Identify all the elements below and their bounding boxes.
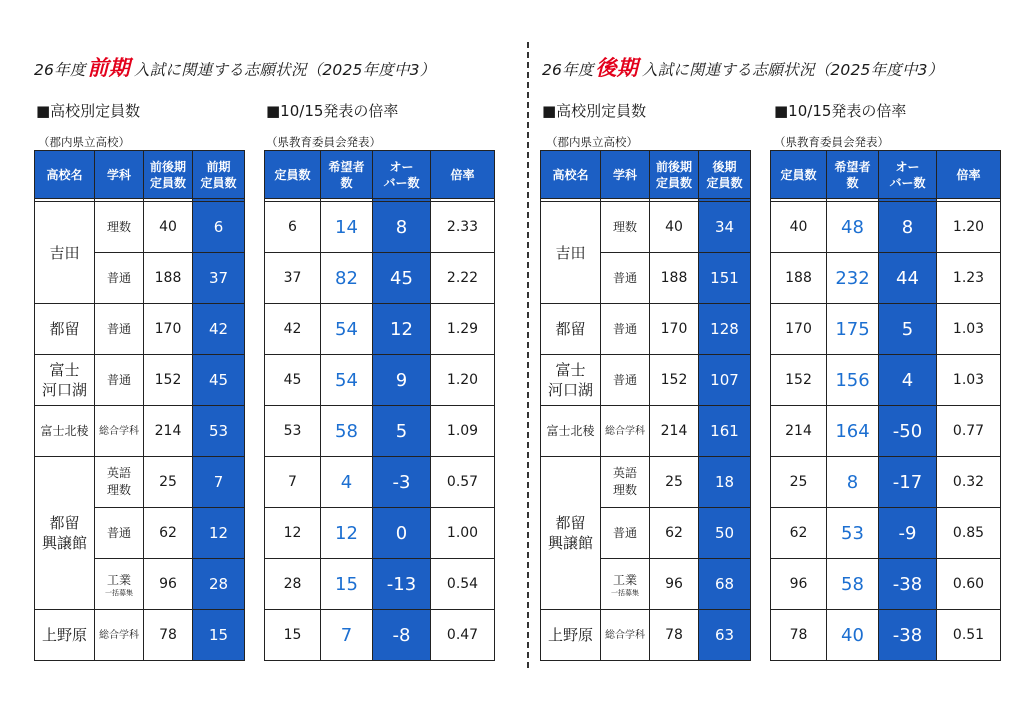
header-over-line2: バー数 xyxy=(383,175,420,190)
total-capacity: 40 xyxy=(144,202,193,253)
title-prefix: 26年度 xyxy=(542,61,594,79)
course-name-line1: 英語 xyxy=(612,466,637,480)
table-row xyxy=(541,406,751,457)
header-term-capacity-line1: 前期 xyxy=(206,159,231,174)
ratio: 0.51 xyxy=(937,610,1001,661)
ratio: 1.00 xyxy=(431,508,495,559)
section-rate-subheading: （県教育委員会発表） xyxy=(266,135,381,149)
table-row xyxy=(35,457,245,508)
header-ratio: 倍率 xyxy=(431,151,495,199)
total-capacity: 188 xyxy=(650,253,699,304)
table-row xyxy=(265,304,495,355)
course-name-line1: 工業 xyxy=(106,572,131,587)
over-count: 0 xyxy=(373,508,431,559)
header-capacity: 定員数 xyxy=(771,151,827,199)
course-name: 普通 xyxy=(95,304,144,355)
applicants: 54 xyxy=(321,355,373,406)
school-name-line1: 富士 xyxy=(555,361,586,379)
over-count: 12 xyxy=(373,304,431,355)
capacity: 28 xyxy=(265,559,321,610)
header-over-line1: オー xyxy=(895,159,920,174)
table-row xyxy=(265,406,495,457)
section-rate-heading: ■10/15発表の倍率 xyxy=(266,102,399,120)
panel-title xyxy=(542,52,943,82)
capacity: 170 xyxy=(771,304,827,355)
capacity: 12 xyxy=(265,508,321,559)
school-name-line2: 河口湖 xyxy=(547,381,593,399)
table-row xyxy=(771,253,1001,304)
applicants: 175 xyxy=(827,304,879,355)
total-capacity: 214 xyxy=(650,406,699,457)
table-row xyxy=(35,355,245,406)
title-highlight: 後期 xyxy=(595,56,638,80)
section-capacity-subheading: （郡内県立高校） xyxy=(546,135,638,149)
over-count: 8 xyxy=(879,202,937,253)
over-count: -9 xyxy=(879,508,937,559)
table-row xyxy=(265,508,495,559)
panel-title xyxy=(34,52,435,82)
header-applicants xyxy=(827,151,879,199)
over-count: 44 xyxy=(879,253,937,304)
header-over xyxy=(373,151,431,199)
school-name-line1: 富士 xyxy=(49,361,80,379)
total-capacity: 25 xyxy=(650,457,699,508)
section-rate-heading: ■10/15発表の倍率 xyxy=(774,102,907,120)
course-name xyxy=(601,457,650,508)
applicants: 156 xyxy=(827,355,879,406)
total-capacity: 96 xyxy=(650,559,699,610)
table-row xyxy=(541,610,751,661)
header-term-capacity-line1: 後期 xyxy=(712,159,737,174)
applicants: 232 xyxy=(827,253,879,304)
header-total-capacity xyxy=(650,151,699,199)
school-name: 吉田 xyxy=(541,202,601,304)
table-row xyxy=(265,202,495,253)
total-capacity: 40 xyxy=(650,202,699,253)
total-capacity: 152 xyxy=(144,355,193,406)
applicants: 58 xyxy=(827,559,879,610)
course-name-line2: 理数 xyxy=(106,483,131,497)
table-row xyxy=(35,406,245,457)
term-capacity: 28 xyxy=(193,559,245,610)
applicants: 53 xyxy=(827,508,879,559)
capacity: 37 xyxy=(265,253,321,304)
over-count: -3 xyxy=(373,457,431,508)
ratio: 2.22 xyxy=(431,253,495,304)
header-total-capacity-line2: 定員数 xyxy=(655,175,692,190)
title-highlight: 前期 xyxy=(87,56,130,80)
school-name-line2: 興譲館 xyxy=(547,534,593,552)
school-name xyxy=(35,355,95,406)
applicants: 14 xyxy=(321,202,373,253)
applicants: 164 xyxy=(827,406,879,457)
course-name: 普通 xyxy=(95,355,144,406)
header-applicants-line2: 数 xyxy=(846,175,859,190)
over-count: -17 xyxy=(879,457,937,508)
ratio: 0.32 xyxy=(937,457,1001,508)
school-name: 都留 xyxy=(541,304,601,355)
over-count: -13 xyxy=(373,559,431,610)
applicants: 7 xyxy=(321,610,373,661)
header-total-capacity-line1: 前後期 xyxy=(655,159,692,174)
school-name: 上野原 xyxy=(541,610,601,661)
over-count: 9 xyxy=(373,355,431,406)
header-school: 高校名 xyxy=(35,151,95,199)
over-count: 45 xyxy=(373,253,431,304)
ratio: 1.03 xyxy=(937,304,1001,355)
school-name: 吉田 xyxy=(35,202,95,304)
header-term-capacity-line2: 定員数 xyxy=(200,175,237,190)
ratio: 1.20 xyxy=(937,202,1001,253)
school-name xyxy=(541,457,601,610)
ratio: 1.23 xyxy=(937,253,1001,304)
capacity: 78 xyxy=(771,610,827,661)
table-row xyxy=(35,202,245,253)
course-name: 総合学科 xyxy=(95,610,144,661)
school-name-line1: 都留 xyxy=(555,514,586,532)
table-row xyxy=(771,406,1001,457)
total-capacity: 62 xyxy=(144,508,193,559)
applicants: 8 xyxy=(827,457,879,508)
capacity: 25 xyxy=(771,457,827,508)
header-total-capacity-line1: 前後期 xyxy=(149,159,186,174)
header-school: 高校名 xyxy=(541,151,601,199)
table-row xyxy=(771,304,1001,355)
capacity: 53 xyxy=(265,406,321,457)
course-name-line1: 工業 xyxy=(612,572,637,587)
header-course: 学科 xyxy=(95,151,144,199)
header-term-capacity xyxy=(699,151,751,199)
course-name-line1: 英語 xyxy=(106,466,131,480)
header-over xyxy=(879,151,937,199)
capacity: 40 xyxy=(771,202,827,253)
term-capacity: 34 xyxy=(699,202,751,253)
term-capacity: 37 xyxy=(193,253,245,304)
applicants: 12 xyxy=(321,508,373,559)
total-capacity: 78 xyxy=(144,610,193,661)
table-row xyxy=(771,457,1001,508)
header-ratio: 倍率 xyxy=(937,151,1001,199)
capacity: 152 xyxy=(771,355,827,406)
total-capacity: 170 xyxy=(144,304,193,355)
ratio: 1.29 xyxy=(431,304,495,355)
school-name: 富士北稜 xyxy=(541,406,601,457)
course-name xyxy=(601,559,650,610)
ratio: 0.47 xyxy=(431,610,495,661)
term-capacity: 15 xyxy=(193,610,245,661)
school-name-line1: 都留 xyxy=(49,514,80,532)
term-capacity: 151 xyxy=(699,253,751,304)
term-capacity: 45 xyxy=(193,355,245,406)
ratio: 0.85 xyxy=(937,508,1001,559)
school-name: 富士北稜 xyxy=(35,406,95,457)
course-name: 総合学科 xyxy=(601,406,650,457)
term-capacity: 6 xyxy=(193,202,245,253)
capacity: 214 xyxy=(771,406,827,457)
table-row xyxy=(771,610,1001,661)
title-suffix: 入試に関連する志願状況（2025年度中3） xyxy=(641,61,944,79)
total-capacity: 214 xyxy=(144,406,193,457)
table-row xyxy=(265,355,495,406)
rate-table xyxy=(264,150,495,661)
course-name-sub: 一括募集 xyxy=(105,588,133,597)
header-total-capacity-line2: 定員数 xyxy=(149,175,186,190)
table-row xyxy=(541,202,751,253)
term-capacity: 50 xyxy=(699,508,751,559)
rate-table xyxy=(770,150,1001,661)
course-name: 理数 xyxy=(601,202,650,253)
capacity: 6 xyxy=(265,202,321,253)
course-name: 総合学科 xyxy=(95,406,144,457)
over-count: -38 xyxy=(879,559,937,610)
term-capacity: 63 xyxy=(699,610,751,661)
term-capacity: 18 xyxy=(699,457,751,508)
school-name xyxy=(541,355,601,406)
term-capacity: 7 xyxy=(193,457,245,508)
ratio: 0.54 xyxy=(431,559,495,610)
course-name: 理数 xyxy=(95,202,144,253)
over-count: -50 xyxy=(879,406,937,457)
table-row xyxy=(35,304,245,355)
table-row xyxy=(265,559,495,610)
course-name: 普通 xyxy=(95,253,144,304)
applicants: 15 xyxy=(321,559,373,610)
ratio: 0.77 xyxy=(937,406,1001,457)
total-capacity: 188 xyxy=(144,253,193,304)
applicants: 58 xyxy=(321,406,373,457)
term-capacity: 12 xyxy=(193,508,245,559)
capacity: 42 xyxy=(265,304,321,355)
header-applicants-line2: 数 xyxy=(340,175,353,190)
total-capacity: 152 xyxy=(650,355,699,406)
course-name: 普通 xyxy=(601,304,650,355)
table-row xyxy=(265,457,495,508)
ratio: 0.57 xyxy=(431,457,495,508)
capacity-table xyxy=(34,150,245,661)
over-count: 8 xyxy=(373,202,431,253)
applicants: 48 xyxy=(827,202,879,253)
header-applicants-line1: 希望者 xyxy=(834,159,871,174)
table-row xyxy=(541,304,751,355)
total-capacity: 78 xyxy=(650,610,699,661)
header-term-capacity xyxy=(193,151,245,199)
table-row xyxy=(771,355,1001,406)
title-prefix: 26年度 xyxy=(34,61,86,79)
term-capacity: 128 xyxy=(699,304,751,355)
capacity: 188 xyxy=(771,253,827,304)
panel-late xyxy=(512,0,1024,725)
section-capacity-subheading: （郡内県立高校） xyxy=(38,135,130,149)
school-name-line2: 興譲館 xyxy=(41,534,87,552)
capacity: 96 xyxy=(771,559,827,610)
applicants: 4 xyxy=(321,457,373,508)
header-term-capacity-line2: 定員数 xyxy=(706,175,743,190)
school-name: 上野原 xyxy=(35,610,95,661)
applicants: 40 xyxy=(827,610,879,661)
capacity: 62 xyxy=(771,508,827,559)
school-name: 都留 xyxy=(35,304,95,355)
term-capacity: 68 xyxy=(699,559,751,610)
course-name: 普通 xyxy=(95,508,144,559)
course-name xyxy=(95,457,144,508)
table-row xyxy=(541,355,751,406)
ratio: 1.09 xyxy=(431,406,495,457)
table-row xyxy=(265,610,495,661)
section-capacity-heading: ■高校別定員数 xyxy=(542,102,647,120)
header-over-line2: バー数 xyxy=(889,175,926,190)
course-name xyxy=(95,559,144,610)
header-applicants xyxy=(321,151,373,199)
term-capacity: 42 xyxy=(193,304,245,355)
course-name-sub: 一括募集 xyxy=(611,588,639,597)
ratio: 2.33 xyxy=(431,202,495,253)
total-capacity: 25 xyxy=(144,457,193,508)
header-course: 学科 xyxy=(601,151,650,199)
course-name: 総合学科 xyxy=(601,610,650,661)
header-capacity: 定員数 xyxy=(265,151,321,199)
ratio: 1.20 xyxy=(431,355,495,406)
capacity: 15 xyxy=(265,610,321,661)
over-count: 5 xyxy=(373,406,431,457)
total-capacity: 170 xyxy=(650,304,699,355)
header-over-line1: オー xyxy=(389,159,414,174)
total-capacity: 62 xyxy=(650,508,699,559)
over-count: 4 xyxy=(879,355,937,406)
section-capacity-heading: ■高校別定員数 xyxy=(36,102,141,120)
ratio: 1.03 xyxy=(937,355,1001,406)
table-row xyxy=(35,610,245,661)
header-applicants-line1: 希望者 xyxy=(328,159,365,174)
term-capacity: 53 xyxy=(193,406,245,457)
table-row xyxy=(771,202,1001,253)
applicants: 82 xyxy=(321,253,373,304)
section-rate-subheading: （県教育委員会発表） xyxy=(774,135,889,149)
term-capacity: 161 xyxy=(699,406,751,457)
table-row xyxy=(541,457,751,508)
over-count: 5 xyxy=(879,304,937,355)
course-name-line2: 理数 xyxy=(612,483,637,497)
over-count: -8 xyxy=(373,610,431,661)
over-count: -38 xyxy=(879,610,937,661)
header-total-capacity xyxy=(144,151,193,199)
school-name xyxy=(35,457,95,610)
table-row xyxy=(265,253,495,304)
capacity-table xyxy=(540,150,751,661)
capacity: 45 xyxy=(265,355,321,406)
course-name: 普通 xyxy=(601,355,650,406)
table-row xyxy=(771,508,1001,559)
capacity: 7 xyxy=(265,457,321,508)
title-suffix: 入試に関連する志願状況（2025年度中3） xyxy=(133,61,436,79)
table-row xyxy=(771,559,1001,610)
course-name: 普通 xyxy=(601,508,650,559)
school-name-line2: 河口湖 xyxy=(41,381,87,399)
course-name: 普通 xyxy=(601,253,650,304)
ratio: 0.60 xyxy=(937,559,1001,610)
total-capacity: 96 xyxy=(144,559,193,610)
term-capacity: 107 xyxy=(699,355,751,406)
applicants: 54 xyxy=(321,304,373,355)
